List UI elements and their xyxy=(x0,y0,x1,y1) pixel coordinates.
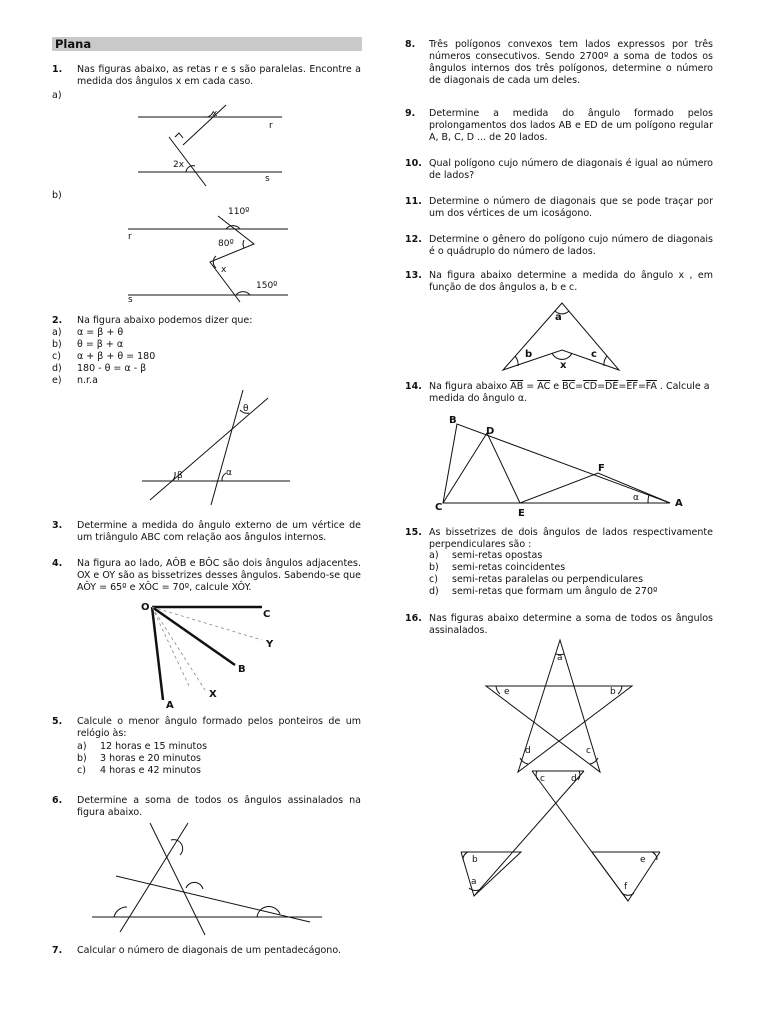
point-label-A: A xyxy=(166,700,174,711)
question-number: 15. xyxy=(405,527,422,538)
option-letter: a) xyxy=(52,327,62,338)
line-label-r: r xyxy=(269,121,273,131)
angle-label-d: d xyxy=(571,774,577,784)
section-title: Plana xyxy=(55,37,92,51)
point-label-Y: Y xyxy=(266,639,274,650)
question-number: 14. xyxy=(405,381,422,392)
question-number: 8. xyxy=(405,39,416,50)
angle-label-a: a xyxy=(555,312,562,323)
question-16-text: Nas figuras abaixo determine a soma de todos os ângulos assinalados. xyxy=(429,613,713,636)
question-7-text: Calcular o número de diagonais de um pentadecágono. xyxy=(77,945,341,956)
question-15-text: As bissetrizes de dois ângulos de lados respectivamente perpendiculares são : xyxy=(429,527,713,550)
question-number: 4. xyxy=(52,558,63,569)
angle-label-x: x xyxy=(221,265,227,275)
option-letter: d) xyxy=(52,363,62,374)
option-text: n.r.a xyxy=(77,375,98,386)
option-letter: b) xyxy=(429,562,439,573)
angle-label-b: b xyxy=(610,687,616,697)
question-13-text: Na figura abaixo determine a medida do ângulo x , em função de dos ângulos a, b e c. xyxy=(429,270,713,293)
question-number: 12. xyxy=(405,234,422,245)
angle-label-c: c xyxy=(540,774,545,784)
angle-label-f: f xyxy=(624,882,628,892)
segment-AB: $\overline{AB}$ xyxy=(510,381,524,392)
option-letter: b) xyxy=(52,339,62,350)
question-number: 1. xyxy=(52,64,63,75)
question-number: 10. xyxy=(405,158,422,169)
question-4-text: Na figura ao lado, AÔB e BÔC são dois ângulos adjacentes. OX e OY são as bissetrizes desses ângulos. Sabendo-se que AÔY = 65º e XÔC = 70º, calcule XÔY. xyxy=(77,558,361,593)
angle-label-b: b xyxy=(472,855,478,865)
question-number: 16. xyxy=(405,613,422,624)
question-number: 11. xyxy=(405,196,422,207)
question-number: 13. xyxy=(405,270,422,281)
option-text: α + β + θ = 180 xyxy=(77,351,156,362)
part-a-label: a) xyxy=(52,90,62,101)
question-11-text: Determine o número de diagonais que se pode traçar por um dos vértices de um icoságono. xyxy=(429,196,713,219)
option-text: semi-retas opostas xyxy=(452,550,543,561)
option-text: 4 horas e 42 minutos xyxy=(100,765,201,776)
angle-label-x: x xyxy=(212,109,218,119)
angle-arc-b xyxy=(463,852,468,860)
option-text: semi-retas que formam um ângulo de 270º xyxy=(452,586,658,597)
point-label-D: D xyxy=(486,426,495,437)
angle-label-alpha: α xyxy=(633,493,639,503)
option-letter: c) xyxy=(429,574,438,585)
angle-label-d: d xyxy=(525,746,531,756)
question-number: 7. xyxy=(52,945,63,956)
option-letter: d) xyxy=(429,586,439,597)
angle-label-e: e xyxy=(640,855,646,865)
point-label-E: E xyxy=(518,508,525,519)
question-12-text: Determine o gênero do polígono cujo número de diagonais é o quádruplo do número de lados. xyxy=(429,234,713,257)
option-text: semi-retas coincidentes xyxy=(452,562,566,573)
question-number: 9. xyxy=(405,108,416,119)
part-b-label: b) xyxy=(52,190,62,201)
equals: = xyxy=(597,381,606,392)
angle-label-110: 110º xyxy=(228,207,250,217)
question-number: 2. xyxy=(52,315,63,326)
option-text: 180 - θ = α - β xyxy=(77,363,147,374)
left-triangle xyxy=(461,852,521,896)
question-number: 3. xyxy=(52,520,63,531)
equals: = xyxy=(637,381,646,392)
angle-label-alpha: α xyxy=(226,468,232,478)
option-letter: a) xyxy=(429,550,439,561)
equals: = xyxy=(526,381,535,392)
option-letter: a) xyxy=(77,741,87,752)
angle-arc-a xyxy=(469,888,481,891)
angle-label-a: a xyxy=(471,877,477,887)
point-label-C: C xyxy=(263,609,271,620)
question-9-text: Determine a medida do ângulo formado pelos prolongamentos dos lados AB e ED de um polígono regular A, B, C, D ... de 20 lados. xyxy=(429,108,713,143)
angle-label-c: c xyxy=(591,349,597,360)
question-8-text: Três polígonos convexos tem lados expressos por três números consecutivos. Sendo 2700º a soma de todos os ângulos internos dos três polígonos, determine o número de diagonais de cada um deles. xyxy=(429,39,713,86)
angle-label-150: 150º xyxy=(256,281,278,291)
line-label-s: s xyxy=(265,174,270,184)
text-prefix: Na figura abaixo xyxy=(429,381,508,392)
question-1-text: Nas figuras abaixo, as retas r e s são paralelas. Encontre a medida dos ângulos x em cada caso. xyxy=(77,64,361,87)
question-number: 5. xyxy=(52,716,63,727)
question-5-text: Calcule o menor ângulo formado pelos ponteiros de um relógio às: xyxy=(77,716,361,739)
option-letter: c) xyxy=(52,351,61,362)
angle-label-2x: 2x xyxy=(173,160,185,170)
question-2-text: Na figura abaixo podemos dizer que: xyxy=(77,315,253,326)
angle-arc-d xyxy=(578,771,580,780)
angle-label-e: e xyxy=(504,687,510,697)
conjunction: e xyxy=(553,381,560,392)
option-text: 3 horas e 20 minutos xyxy=(100,753,201,764)
question-3-text: Determine a medida do ângulo externo de um vértice de um triângulo ABC com relação aos ângulos internos. xyxy=(77,520,361,543)
right-triangle xyxy=(592,852,660,901)
point-label-B: B xyxy=(449,415,457,426)
point-label-X: X xyxy=(209,689,217,700)
angle-label-a: a xyxy=(557,653,563,663)
point-label-B: B xyxy=(238,664,246,675)
question-6-text: Determine a soma de todos os ângulos assinalados na figura abaixo. xyxy=(77,795,361,818)
point-label-O: O xyxy=(141,602,150,613)
option-letter: c) xyxy=(77,765,86,776)
option-letter: e) xyxy=(52,375,62,386)
segment-BC: $\overline{BC}$ xyxy=(562,381,576,392)
segment-EF: $\overline{EF}$ xyxy=(626,381,638,392)
text-suffix: . Calcule a medida do ângulo α. xyxy=(429,381,710,404)
point-label-C: C xyxy=(435,502,443,513)
point-label-A: A xyxy=(675,498,683,509)
segment-CD: $\overline{CD}$ xyxy=(583,381,598,392)
option-text: semi-retas paralelas ou perpendiculares xyxy=(452,574,644,585)
equals: = xyxy=(618,381,627,392)
cross-line-2 xyxy=(474,771,584,896)
option-text: α = β + θ xyxy=(77,327,124,338)
option-text: 12 horas e 15 minutos xyxy=(100,741,208,752)
line-label-s: s xyxy=(128,295,133,305)
angle-label-beta: β xyxy=(177,471,183,481)
option-text: θ = β + α xyxy=(77,339,124,350)
angle-label-x: x xyxy=(560,360,567,371)
segment-DE: $\overline{DE}$ xyxy=(605,381,619,392)
angle-label-b: b xyxy=(525,349,533,360)
equals: = xyxy=(575,381,584,392)
angle-label-c: c xyxy=(586,746,591,756)
line-label-r: r xyxy=(128,232,132,242)
option-letter: b) xyxy=(77,753,87,764)
angle-label-theta: θ xyxy=(243,404,249,414)
segment-FA: $\overline{FA}$ xyxy=(645,381,657,392)
question-number: 6. xyxy=(52,795,63,806)
angle-arc-e xyxy=(652,852,657,860)
angle-label-80: 80º xyxy=(218,239,234,249)
segment-AC: $\overline{AC}$ xyxy=(537,381,551,392)
point-label-F: F xyxy=(598,463,605,474)
question-10-text: Qual polígono cujo número de diagonais é igual ao número de lados? xyxy=(429,158,713,181)
